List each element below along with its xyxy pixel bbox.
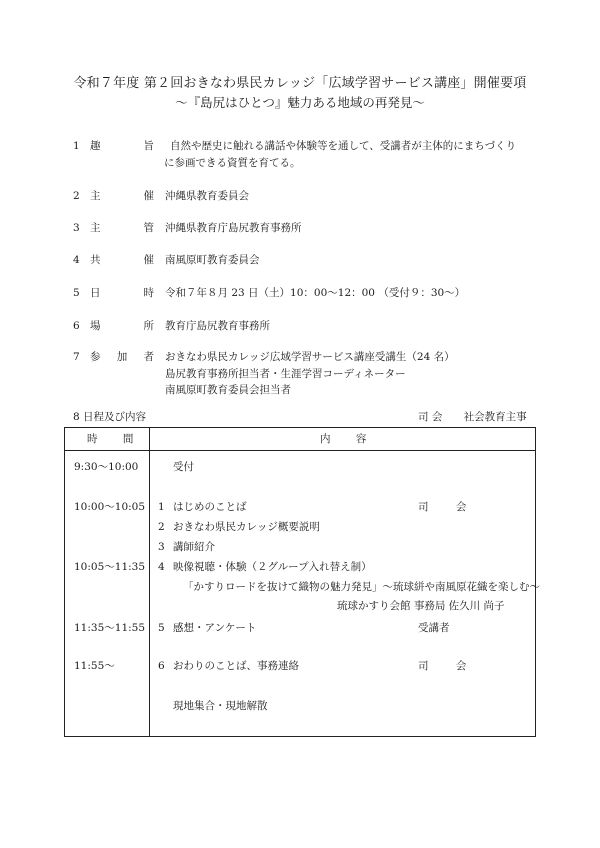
content-row: 感想・アンケート [173,622,257,634]
item-value: おきなわ県民カレッジ広域学習サービス講座受講生（24 名） 島尻教育事務所担当者・生涯学習コーディネーター 南風原町教育委員会担当者 [165,351,455,396]
item-label: 日 時 [90,287,154,299]
role-mc: 司 会 [418,501,467,513]
content-row: はじめのことば [173,501,247,513]
item-label: 趣 旨 [90,140,154,152]
document-subtitle: 〜『島尻はひとつ』魅力ある地域の再発見〜 [175,95,425,110]
content-row: 講師紹介 [173,541,215,553]
schedule-heading: 8 日程及び内容 [73,411,147,423]
header-time: 時 間 [87,433,134,445]
header-content: 内 容 [320,433,367,445]
header-divider [65,450,535,451]
content-number: 5 [158,622,165,634]
schedule-table [64,427,540,737]
speaker: 琉球かすり会館 事務局 佐久川 尚子 [337,600,505,612]
content-row: おわりのことば、事務連絡 [173,660,299,672]
item-label: 主 管 [90,222,154,234]
item-number: 6 [73,320,80,332]
content-row: おきなわ県民カレッジ概要説明 [173,521,320,533]
column-divider [149,428,150,736]
item-label: 場 所 [90,320,154,332]
item-number: 1 [73,140,80,152]
time-cell: 11:35〜11:55 [74,622,146,634]
content-row: 映像視聴・体験（２グループ入れ替え制） [173,561,372,573]
item-number: 2 [73,190,80,202]
content-row: 現地集合・現地解散 [173,700,268,712]
content-row: 受付 [173,461,194,473]
item-value: 教育庁島尻教育事務所 [165,320,270,332]
role-participants: 受講者 [418,622,450,634]
item-label: 共 催 [90,254,154,266]
item-number: 4 [73,254,80,266]
item-label: 主 催 [90,190,154,202]
time-cell: 10:05〜11:35 [74,561,146,573]
item-value: 南風原町教育委員会 [165,254,260,266]
item-number: 3 [73,222,80,234]
content-number: 1 [158,501,165,513]
content-number: 2 [158,521,165,533]
item-number: 5 [73,287,80,299]
content-number: 4 [158,561,165,573]
moderator-label: 司 会 [418,411,443,423]
time-cell: 11:55〜 [74,660,115,672]
content-number: 6 [158,660,165,672]
time-cell: 10:00〜10:05 [74,501,146,513]
item-value: 自然や歴史に触れる講話や体験等を通して、受講者が主体的にまちづくり に参画できる資質を育てる。 [164,140,517,169]
content-number: 3 [158,541,165,553]
schedule-moderator [418,412,527,423]
moderator-name: 社会教育主事 [463,411,527,423]
time-cell: 9:30〜10:00 [74,461,139,473]
session-title: 「かすりロードを抜けて織物の魅力発見」〜琉球絣や南風原花織を楽しむ〜 [183,581,540,593]
item-label: 参 加 者 [90,351,154,363]
item-value: 沖縄県教育庁島尻教育事務所 [165,222,302,234]
item-number: 7 [73,351,80,363]
item-value: 沖縄県教育委員会 [165,190,249,202]
document-title: 令和７年度 第２回おきなわ県民カレッジ「広域学習サービス講座」開催要項 [73,76,527,91]
role-mc: 司 会 [418,660,467,672]
item-value: 令和７年８月 23 日（土）10：00〜12：00 （受付９：30〜） [165,287,466,299]
